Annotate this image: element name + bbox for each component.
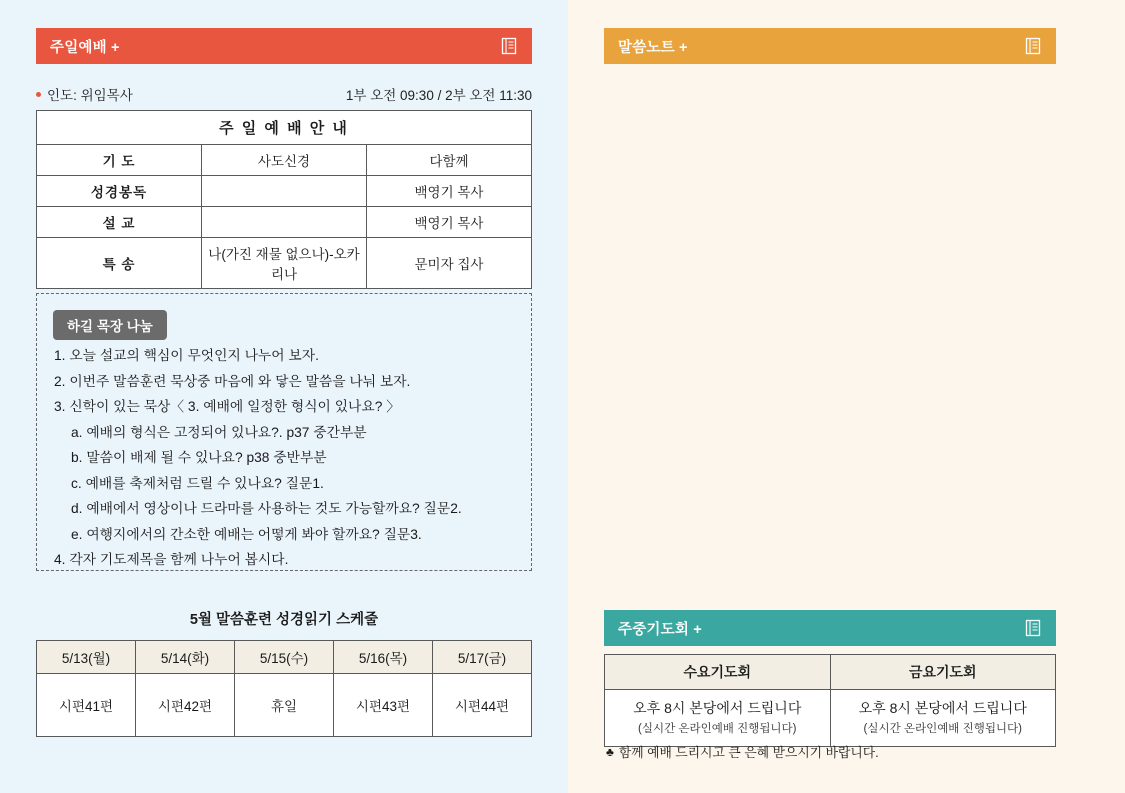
schedule-cell: 휴일 [235, 674, 334, 737]
book-icon[interactable] [498, 35, 520, 57]
schedule-cell: 시편41편 [37, 674, 136, 737]
list-item: d. 예배에서 영상이나 드라마를 사용하는 것도 가능할까요? 질문2. [71, 501, 462, 516]
table-row [605, 690, 1056, 747]
sharing-question-list [54, 343, 524, 573]
club-icon: ♣ [606, 744, 614, 759]
book-icon[interactable] [1022, 35, 1044, 57]
prayer-note-row [606, 742, 879, 761]
prayer-header-cell: 금요기도회 [830, 655, 1056, 690]
weekday-prayer-table [604, 654, 1056, 747]
prayer-cell-main: 오후 8시 본당에서 드립니다 [858, 700, 1027, 716]
schedule-cell: 시편44편 [433, 674, 532, 737]
prayer-cell-main: 오후 8시 본당에서 드립니다 [633, 700, 802, 716]
list-item: 2. 이번주 말씀훈련 묵상중 마음에 와 닿은 말씀을 나눠 보자. [54, 373, 411, 389]
worship-row-label: 특 송 [37, 238, 202, 289]
list-item: 1. 오늘 설교의 핵심이 무엇인지 나누어 보자. [54, 348, 319, 363]
table-row [37, 238, 532, 289]
list-item: c. 예배를 축제처럼 드릴 수 있나요? 질문1. [71, 475, 324, 491]
bible-reading-schedule-table [36, 640, 532, 737]
sermon-note-title: 말씀노트 + [618, 39, 688, 56]
worship-row-person: 백영기 목사 [367, 176, 532, 207]
prayer-cell-sub: (실시간 온라인예배 진행됩니다) [638, 723, 797, 735]
worship-guide-table [36, 110, 532, 289]
worship-row-person: 문미자 집사 [367, 238, 532, 289]
prayer-note-text: 함께 예배 드리시고 큰 은혜 받으시기 바랍니다. [618, 745, 879, 760]
sharing-tag: 하길 목장 나눔 [53, 310, 167, 340]
schedule-header-cell: 5/14(화) [136, 641, 235, 674]
book-icon[interactable] [1022, 617, 1044, 639]
schedule-header-cell: 5/13(월) [37, 641, 136, 674]
schedule-header-cell: 5/16(목) [334, 641, 433, 674]
list-item: a. 예배의 형식은 고정되어 있나요?. p37 중간부분 [71, 424, 367, 440]
table-row [37, 674, 532, 737]
list-item: e. 여행지에서의 간소한 예배는 어떻게 봐야 할까요? 질문3. [71, 526, 422, 542]
service-leader-row [36, 84, 532, 104]
list-item: b. 말씀이 배제 될 수 있나요? p38 중반부분 [71, 450, 327, 465]
worship-row-label: 성경봉독 [37, 176, 202, 207]
worship-row-content [202, 207, 367, 238]
sunday-service-header[interactable] [36, 28, 532, 64]
worship-row-label: 기 도 [37, 145, 202, 176]
service-times: 1부 오전 09:30 / 2부 오전 11:30 [345, 88, 532, 103]
table-row [37, 176, 532, 207]
prayer-header-cell: 수요기도회 [605, 655, 831, 690]
prayer-cell [830, 690, 1056, 747]
prayer-cell-sub: (실시간 온라인예배 진행됩니다) [863, 723, 1022, 735]
worship-row-person: 다함께 [367, 145, 532, 176]
worship-table-caption: 주 일 예 배 안 내 [37, 111, 532, 145]
sunday-service-title: 주일예배 + [50, 39, 120, 56]
table-row [37, 207, 532, 238]
table-row-caption [37, 111, 532, 145]
list-item: 4. 각자 기도제목을 함께 나누어 봅시다. [54, 552, 289, 567]
service-leader-label: 인도: 위임목사 [47, 88, 133, 103]
worship-row-label: 설 교 [37, 207, 202, 238]
table-header-row [605, 655, 1056, 690]
schedule-title: 5월 말씀훈련 성경읽기 스케줄 [189, 612, 379, 628]
bullet-dot-icon [36, 92, 41, 97]
worship-row-content [202, 176, 367, 207]
list-item: 3. 신학이 있는 묵상〈 3. 예배에 일정한 형식이 있나요? 〉 [54, 399, 401, 414]
worship-row-content: 사도신경 [202, 145, 367, 176]
schedule-cell: 시편43편 [334, 674, 433, 737]
schedule-header-cell: 5/17(금) [433, 641, 532, 674]
table-row [37, 145, 532, 176]
weekday-prayer-header[interactable] [604, 610, 1056, 646]
schedule-cell: 시편42편 [136, 674, 235, 737]
worship-row-person: 백영기 목사 [367, 207, 532, 238]
schedule-header-cell: 5/15(수) [235, 641, 334, 674]
table-header-row [37, 641, 532, 674]
worship-row-content: 나(가진 재물 없으나)-오카리나 [202, 238, 367, 289]
service-leader [36, 84, 133, 104]
right-column [568, 0, 1125, 793]
prayer-cell [605, 690, 831, 747]
weekday-prayer-title: 주중기도회 + [618, 621, 702, 638]
sermon-note-header[interactable] [604, 28, 1056, 64]
